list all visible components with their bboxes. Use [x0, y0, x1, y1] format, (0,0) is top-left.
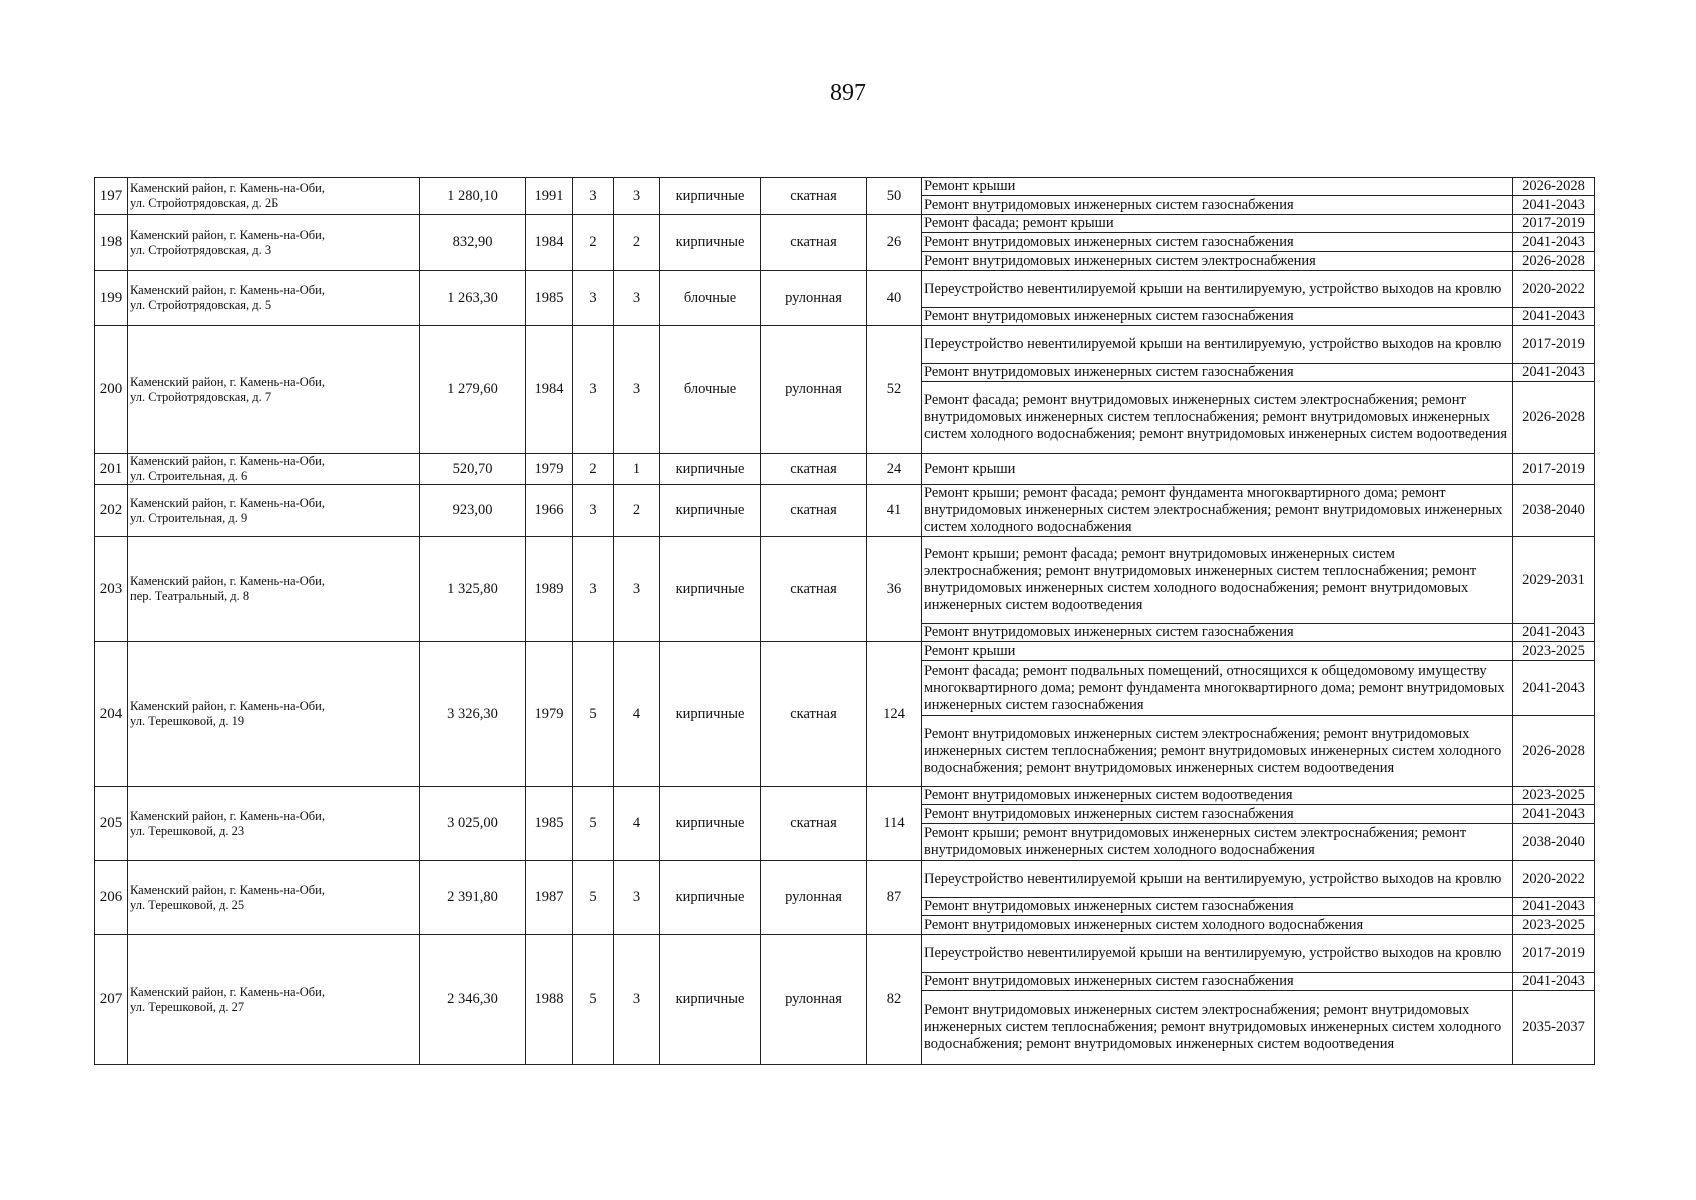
work-description: Переустройство невентилируемой крыши на вентилируемую, устройство выходов на кровлю — [922, 271, 1513, 308]
work-period: 2038-2040 — [1513, 485, 1595, 537]
address-line: ул. Терешковой, д. 25 — [130, 897, 245, 912]
floors-count: 2 — [573, 454, 614, 485]
row-number: 199 — [95, 271, 128, 326]
residents-count: 40 — [867, 271, 922, 326]
work-period: 2017-2019 — [1513, 454, 1595, 485]
address-line: Каменский район, г. Камень-на-Оби, — [130, 181, 325, 195]
work-period: 2041-2043 — [1513, 233, 1595, 252]
address-cell — [128, 271, 420, 326]
page-number: 897 — [830, 80, 866, 106]
address-line: ул. Стройотрядовская, д. 7 — [130, 389, 272, 404]
total-area: 923,00 — [420, 485, 526, 537]
roof-type: рулонная — [761, 326, 867, 454]
work-period: 2041-2043 — [1513, 661, 1595, 716]
roof-type: рулонная — [761, 271, 867, 326]
table-row — [95, 485, 1595, 537]
residents-count: 26 — [867, 215, 922, 271]
entrances-count: 4 — [614, 642, 660, 787]
table-body — [95, 178, 1595, 1065]
address-line: Каменский район, г. Камень-на-Оби, — [130, 283, 325, 297]
table-row — [95, 271, 1595, 308]
work-description: Ремонт фасада; ремонт подвальных помещений, относящихся к общедомовому имуществу многоквартирного дома; ремонт фундамента многоквартирного дома; ремонт внутридомовых инженерных систем газоснабжения — [922, 661, 1513, 716]
row-number: 203 — [95, 537, 128, 642]
wall-material: кирпичные — [660, 454, 761, 485]
work-description: Ремонт крыши; ремонт внутридомовых инженерных систем электроснабжения; ремонт внутридомовых инженерных систем холодного водоснабжения — [922, 824, 1513, 861]
work-period: 2041-2043 — [1513, 973, 1595, 991]
work-period: 2023-2025 — [1513, 916, 1595, 935]
address-line: ул. Стройотрядовская, д. 2Б — [130, 196, 279, 210]
address-line: Каменский район, г. Камень-на-Оби, — [130, 808, 325, 823]
floors-count: 5 — [573, 861, 614, 935]
work-period: 2020-2022 — [1513, 271, 1595, 308]
address-line: пер. Театральный, д. 8 — [130, 589, 250, 603]
wall-material: блочные — [660, 326, 761, 454]
work-description: Ремонт внутридомовых инженерных систем электроснабжения — [922, 252, 1513, 271]
work-description: Ремонт внутридомовых инженерных систем газоснабжения — [922, 196, 1513, 215]
address-line: Каменский район, г. Камень-на-Оби, — [130, 227, 325, 242]
commission-year: 1985 — [526, 271, 573, 326]
work-period: 2026-2028 — [1513, 382, 1595, 454]
roof-type: скатная — [761, 537, 867, 642]
work-description: Ремонт фасада; ремонт внутридомовых инженерных систем электроснабжения; ремонт внутридомовых инженерных систем теплоснабжения; ремонт внутридомовых инженерных систем холодного водоснабжения; ремонт внутридомовых инженерных систем водоотведения — [922, 382, 1513, 454]
work-period: 2041-2043 — [1513, 196, 1595, 215]
roof-type: скатная — [761, 454, 867, 485]
work-description: Ремонт внутридомовых инженерных систем газоснабжения — [922, 364, 1513, 382]
total-area: 1 325,80 — [420, 537, 526, 642]
wall-material: кирпичные — [660, 642, 761, 787]
floors-count: 5 — [573, 787, 614, 861]
work-period: 2041-2043 — [1513, 308, 1595, 326]
table-row — [95, 215, 1595, 233]
wall-material: кирпичные — [660, 178, 761, 215]
residents-count: 124 — [867, 642, 922, 787]
total-area: 1 279,60 — [420, 326, 526, 454]
repair-program-table — [94, 177, 1595, 1065]
wall-material: кирпичные — [660, 861, 761, 935]
row-number: 205 — [95, 787, 128, 861]
wall-material: кирпичные — [660, 787, 761, 861]
work-period: 2035-2037 — [1513, 991, 1595, 1065]
address-line: Каменский район, г. Камень-на-Оби, — [130, 882, 325, 897]
table-row — [95, 935, 1595, 973]
commission-year: 1991 — [526, 178, 573, 215]
work-period: 2023-2025 — [1513, 642, 1595, 661]
floors-count: 5 — [573, 642, 614, 787]
address-line: ул. Терешковой, д. 19 — [130, 714, 245, 728]
floors-count: 3 — [573, 178, 614, 215]
address-cell — [128, 787, 420, 861]
work-description: Ремонт внутридомовых инженерных систем газоснабжения — [922, 233, 1513, 252]
row-number: 204 — [95, 642, 128, 787]
address-line: Каменский район, г. Камень-на-Оби, — [130, 574, 325, 588]
roof-type: рулонная — [761, 861, 867, 935]
work-period: 2041-2043 — [1513, 624, 1595, 642]
work-description: Переустройство невентилируемой крыши на вентилируемую, устройство выходов на кровлю — [922, 935, 1513, 973]
address-cell — [128, 454, 420, 485]
work-period: 2041-2043 — [1513, 805, 1595, 824]
address-line: Каменский район, г. Камень-на-Оби, — [130, 454, 325, 468]
commission-year: 1988 — [526, 935, 573, 1065]
roof-type: скатная — [761, 485, 867, 537]
residents-count: 114 — [867, 787, 922, 861]
commission-year: 1979 — [526, 642, 573, 787]
floors-count: 3 — [573, 485, 614, 537]
address-line: ул. Терешковой, д. 27 — [130, 999, 245, 1014]
residents-count: 52 — [867, 326, 922, 454]
row-number: 201 — [95, 454, 128, 485]
wall-material: кирпичные — [660, 935, 761, 1065]
total-area: 2 391,80 — [420, 861, 526, 935]
residents-count: 50 — [867, 178, 922, 215]
table-row — [95, 642, 1595, 661]
work-description: Ремонт внутридомовых инженерных систем газоснабжения — [922, 308, 1513, 326]
floors-count: 2 — [573, 215, 614, 271]
entrances-count: 3 — [614, 271, 660, 326]
commission-year: 1966 — [526, 485, 573, 537]
work-description: Ремонт внутридомовых инженерных систем газоснабжения — [922, 898, 1513, 916]
work-description: Ремонт внутридомовых инженерных систем газоснабжения — [922, 805, 1513, 824]
address-cell — [128, 485, 420, 537]
address-cell — [128, 215, 420, 271]
work-description: Ремонт крыши — [922, 178, 1513, 196]
commission-year: 1989 — [526, 537, 573, 642]
address-line: ул. Строительная, д. 9 — [130, 510, 248, 525]
work-period: 2017-2019 — [1513, 935, 1595, 973]
residents-count: 87 — [867, 861, 922, 935]
entrances-count: 2 — [614, 485, 660, 537]
commission-year: 1984 — [526, 326, 573, 454]
roof-type: скатная — [761, 178, 867, 215]
roof-type: скатная — [761, 215, 867, 271]
wall-material: кирпичные — [660, 485, 761, 537]
address-cell — [128, 326, 420, 454]
total-area: 3 025,00 — [420, 787, 526, 861]
row-number: 197 — [95, 178, 128, 215]
entrances-count: 4 — [614, 787, 660, 861]
entrances-count: 1 — [614, 454, 660, 485]
roof-type: скатная — [761, 787, 867, 861]
address-line: ул. Стройотрядовская, д. 5 — [130, 298, 272, 312]
table-row — [95, 537, 1595, 624]
entrances-count: 3 — [614, 178, 660, 215]
work-description: Ремонт крыши; ремонт фасада; ремонт фундамента многоквартирного дома; ремонт внутридомовых инженерных систем электроснабжения; ремонт внутридомовых инженерных систем холодного водоснабжения — [922, 485, 1513, 537]
table-row — [95, 787, 1595, 805]
address-cell — [128, 178, 420, 215]
work-period: 2038-2040 — [1513, 824, 1595, 861]
address-line: ул. Стройотрядовская, д. 3 — [130, 242, 272, 257]
work-description: Ремонт внутридомовых инженерных систем газоснабжения — [922, 624, 1513, 642]
work-description: Ремонт внутридомовых инженерных систем холодного водоснабжения — [922, 916, 1513, 935]
work-period: 2026-2028 — [1513, 716, 1595, 787]
wall-material: кирпичные — [660, 537, 761, 642]
work-period: 2017-2019 — [1513, 326, 1595, 364]
work-period: 2020-2022 — [1513, 861, 1595, 898]
total-area: 1 263,30 — [420, 271, 526, 326]
work-period: 2026-2028 — [1513, 178, 1595, 196]
entrances-count: 3 — [614, 861, 660, 935]
floors-count: 3 — [573, 271, 614, 326]
commission-year: 1987 — [526, 861, 573, 935]
total-area: 832,90 — [420, 215, 526, 271]
wall-material: блочные — [660, 271, 761, 326]
work-period: 2023-2025 — [1513, 787, 1595, 805]
entrances-count: 3 — [614, 537, 660, 642]
work-description: Ремонт крыши — [922, 642, 1513, 661]
row-number: 198 — [95, 215, 128, 271]
entrances-count: 3 — [614, 326, 660, 454]
residents-count: 24 — [867, 454, 922, 485]
work-description: Ремонт фасада; ремонт крыши — [922, 215, 1513, 233]
total-area: 520,70 — [420, 454, 526, 485]
total-area: 3 326,30 — [420, 642, 526, 787]
work-description: Ремонт крыши; ремонт фасада; ремонт внутридомовых инженерных систем электроснабжения; ремонт внутридомовых инженерных систем теплоснабжения; ремонт внутридомовых инженерных систем холодного водоснабжения; ремонт внутридомовых инженерных систем водоотведения — [922, 537, 1513, 624]
work-description: Ремонт внутридомовых инженерных систем газоснабжения — [922, 973, 1513, 991]
work-period: 2017-2019 — [1513, 215, 1595, 233]
residents-count: 41 — [867, 485, 922, 537]
row-number: 202 — [95, 485, 128, 537]
address-line: Каменский район, г. Камень-на-Оби, — [130, 495, 325, 510]
table-row — [95, 178, 1595, 196]
work-period: 2029-2031 — [1513, 537, 1595, 624]
address-cell — [128, 935, 420, 1065]
address-cell — [128, 642, 420, 787]
commission-year: 1979 — [526, 454, 573, 485]
work-period: 2041-2043 — [1513, 898, 1595, 916]
floors-count: 3 — [573, 326, 614, 454]
work-description: Переустройство невентилируемой крыши на вентилируемую, устройство выходов на кровлю — [922, 861, 1513, 898]
table-row — [95, 326, 1595, 364]
work-description: Ремонт крыши — [922, 454, 1513, 485]
address-line: Каменский район, г. Камень-на-Оби, — [130, 984, 325, 999]
work-description: Ремонт внутридомовых инженерных систем электроснабжения; ремонт внутридомовых инженерных систем теплоснабжения; ремонт внутридомовых инженерных систем холодного водоснабжения; ремонт внутридомовых инженерных систем водоотведения — [922, 991, 1513, 1065]
work-period: 2026-2028 — [1513, 252, 1595, 271]
work-description: Ремонт внутридомовых инженерных систем водоотведения — [922, 787, 1513, 805]
row-number: 206 — [95, 861, 128, 935]
address-cell — [128, 537, 420, 642]
commission-year: 1984 — [526, 215, 573, 271]
entrances-count: 2 — [614, 215, 660, 271]
total-area: 2 346,30 — [420, 935, 526, 1065]
commission-year: 1985 — [526, 787, 573, 861]
address-cell — [128, 861, 420, 935]
table-row — [95, 861, 1595, 898]
table-row — [95, 454, 1595, 485]
address-line: Каменский район, г. Камень-на-Оби, — [130, 374, 325, 389]
address-line: Каменский район, г. Камень-на-Оби, — [130, 699, 325, 713]
floors-count: 5 — [573, 935, 614, 1065]
roof-type: скатная — [761, 642, 867, 787]
residents-count: 82 — [867, 935, 922, 1065]
work-period: 2041-2043 — [1513, 364, 1595, 382]
work-description: Ремонт внутридомовых инженерных систем электроснабжения; ремонт внутридомовых инженерных систем теплоснабжения; ремонт внутридомовых инженерных систем холодного водоснабжения; ремонт внутридомовых инженерных систем водоотведения — [922, 716, 1513, 787]
address-line: ул. Строительная, д. 6 — [130, 469, 248, 483]
floors-count: 3 — [573, 537, 614, 642]
address-line: ул. Терешковой, д. 23 — [130, 823, 245, 838]
wall-material: кирпичные — [660, 215, 761, 271]
residents-count: 36 — [867, 537, 922, 642]
row-number: 200 — [95, 326, 128, 454]
work-description: Переустройство невентилируемой крыши на вентилируемую, устройство выходов на кровлю — [922, 326, 1513, 364]
entrances-count: 3 — [614, 935, 660, 1065]
roof-type: рулонная — [761, 935, 867, 1065]
row-number: 207 — [95, 935, 128, 1065]
total-area: 1 280,10 — [420, 178, 526, 215]
